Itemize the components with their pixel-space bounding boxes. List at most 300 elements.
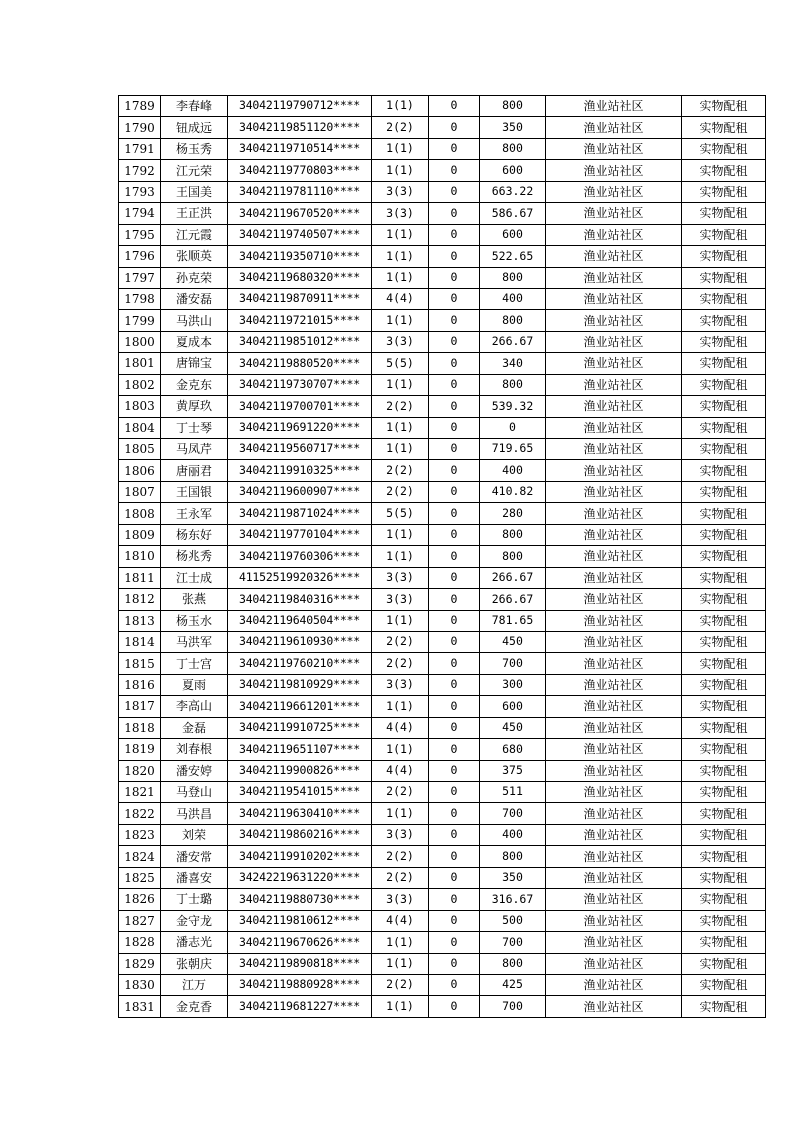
amount-cell: 700 [480, 653, 546, 674]
id-number-cell: 34042119851120**** [228, 117, 372, 138]
table-row [119, 439, 766, 460]
zero-value-cell: 0 [429, 867, 480, 888]
amount-cell: 450 [480, 717, 546, 738]
household-size-cell: 1(1) [372, 439, 429, 460]
name-cell: 江元霞 [161, 224, 228, 245]
seq-number-cell: 1826 [119, 889, 161, 910]
table-row [119, 631, 766, 652]
table-body [119, 96, 766, 1018]
id-number-cell: 34042119760210**** [228, 653, 372, 674]
community-cell: 渔业站社区 [546, 374, 682, 395]
community-cell: 渔业站社区 [546, 696, 682, 717]
household-size-cell: 5(5) [372, 353, 429, 374]
table-row [119, 567, 766, 588]
allocation-type-cell: 实物配租 [682, 396, 766, 417]
household-size-cell: 3(3) [372, 567, 429, 588]
allocation-type-cell: 实物配租 [682, 717, 766, 738]
name-cell: 黄厚玖 [161, 396, 228, 417]
name-cell: 张朝庆 [161, 953, 228, 974]
community-cell: 渔业站社区 [546, 910, 682, 931]
amount-cell: 700 [480, 803, 546, 824]
amount-cell: 600 [480, 696, 546, 717]
name-cell: 马凤芹 [161, 439, 228, 460]
name-cell: 江士成 [161, 567, 228, 588]
name-cell: 潘安婷 [161, 760, 228, 781]
amount-cell: 800 [480, 138, 546, 159]
seq-number-cell: 1828 [119, 932, 161, 953]
allocation-type-cell: 实物配租 [682, 739, 766, 760]
id-number-cell: 34042119600907**** [228, 481, 372, 502]
amount-cell: 425 [480, 974, 546, 995]
zero-value-cell: 0 [429, 396, 480, 417]
household-size-cell: 2(2) [372, 117, 429, 138]
community-cell: 渔业站社区 [546, 996, 682, 1017]
id-number-cell: 34042119880730**** [228, 889, 372, 910]
amount-cell: 400 [480, 288, 546, 309]
allocation-type-cell: 实物配租 [682, 160, 766, 181]
zero-value-cell: 0 [429, 567, 480, 588]
name-cell: 夏雨 [161, 674, 228, 695]
amount-cell: 350 [480, 117, 546, 138]
id-number-cell: 34042119910325**** [228, 460, 372, 481]
table-row [119, 331, 766, 352]
id-number-cell: 34042119640504**** [228, 610, 372, 631]
name-cell: 江元荣 [161, 160, 228, 181]
amount-cell: 680 [480, 739, 546, 760]
zero-value-cell: 0 [429, 203, 480, 224]
seq-number-cell: 1810 [119, 546, 161, 567]
household-size-cell: 1(1) [372, 374, 429, 395]
name-cell: 马洪军 [161, 631, 228, 652]
table-row [119, 117, 766, 138]
household-size-cell: 5(5) [372, 503, 429, 524]
table-row [119, 974, 766, 995]
seq-number-cell: 1812 [119, 589, 161, 610]
id-number-cell: 34042119740507**** [228, 224, 372, 245]
id-number-cell: 34042119670520**** [228, 203, 372, 224]
table-row [119, 224, 766, 245]
household-size-cell: 4(4) [372, 910, 429, 931]
seq-number-cell: 1820 [119, 760, 161, 781]
zero-value-cell: 0 [429, 889, 480, 910]
allocation-type-cell: 实物配租 [682, 503, 766, 524]
zero-value-cell: 0 [429, 353, 480, 374]
table-row [119, 953, 766, 974]
community-cell: 渔业站社区 [546, 439, 682, 460]
seq-number-cell: 1791 [119, 138, 161, 159]
amount-cell: 800 [480, 267, 546, 288]
zero-value-cell: 0 [429, 460, 480, 481]
seq-number-cell: 1798 [119, 288, 161, 309]
table-row [119, 546, 766, 567]
household-size-cell: 1(1) [372, 524, 429, 545]
amount-cell: 350 [480, 867, 546, 888]
name-cell: 刘荣 [161, 824, 228, 845]
name-cell: 马洪昌 [161, 803, 228, 824]
zero-value-cell: 0 [429, 739, 480, 760]
allocation-type-cell: 实物配租 [682, 653, 766, 674]
name-cell: 潘安磊 [161, 288, 228, 309]
table-row [119, 824, 766, 845]
household-size-cell: 1(1) [372, 417, 429, 438]
seq-number-cell: 1797 [119, 267, 161, 288]
name-cell: 金克东 [161, 374, 228, 395]
table-row [119, 846, 766, 867]
amount-cell: 266.67 [480, 567, 546, 588]
name-cell: 孙克荣 [161, 267, 228, 288]
zero-value-cell: 0 [429, 374, 480, 395]
household-size-cell: 1(1) [372, 953, 429, 974]
household-size-cell: 3(3) [372, 889, 429, 910]
allocation-type-cell: 实物配租 [682, 310, 766, 331]
name-cell: 潘喜安 [161, 867, 228, 888]
amount-cell: 400 [480, 824, 546, 845]
id-number-cell: 34042119840316**** [228, 589, 372, 610]
zero-value-cell: 0 [429, 439, 480, 460]
allocation-type-cell: 实物配租 [682, 546, 766, 567]
id-number-cell: 34042119691220**** [228, 417, 372, 438]
table-row [119, 246, 766, 267]
name-cell: 丁士宫 [161, 653, 228, 674]
table-row [119, 889, 766, 910]
name-cell: 金守龙 [161, 910, 228, 931]
household-size-cell: 1(1) [372, 224, 429, 245]
community-cell: 渔业站社区 [546, 417, 682, 438]
id-number-cell: 34042119851012**** [228, 331, 372, 352]
allocation-type-cell: 实物配租 [682, 481, 766, 502]
zero-value-cell: 0 [429, 631, 480, 652]
table-row [119, 803, 766, 824]
zero-value-cell: 0 [429, 760, 480, 781]
table-row [119, 396, 766, 417]
zero-value-cell: 0 [429, 288, 480, 309]
table-row [119, 503, 766, 524]
table-row [119, 867, 766, 888]
household-size-cell: 1(1) [372, 310, 429, 331]
allocation-type-cell: 实物配租 [682, 567, 766, 588]
name-cell: 丁士璐 [161, 889, 228, 910]
household-size-cell: 2(2) [372, 481, 429, 502]
community-cell: 渔业站社区 [546, 974, 682, 995]
id-number-cell: 34042119880520**** [228, 353, 372, 374]
seq-number-cell: 1815 [119, 653, 161, 674]
household-size-cell: 1(1) [372, 246, 429, 267]
household-size-cell: 1(1) [372, 739, 429, 760]
zero-value-cell: 0 [429, 782, 480, 803]
id-number-cell: 34042119350710**** [228, 246, 372, 267]
amount-cell: 266.67 [480, 331, 546, 352]
zero-value-cell: 0 [429, 610, 480, 631]
community-cell: 渔业站社区 [546, 932, 682, 953]
name-cell: 王国银 [161, 481, 228, 502]
seq-number-cell: 1827 [119, 910, 161, 931]
name-cell: 马登山 [161, 782, 228, 803]
id-number-cell: 34042119630410**** [228, 803, 372, 824]
id-number-cell: 41152519920326**** [228, 567, 372, 588]
id-number-cell: 34042119710514**** [228, 138, 372, 159]
amount-cell: 0 [480, 417, 546, 438]
table-row [119, 996, 766, 1017]
zero-value-cell: 0 [429, 224, 480, 245]
allocation-type-cell: 实物配租 [682, 932, 766, 953]
household-size-cell: 2(2) [372, 631, 429, 652]
community-cell: 渔业站社区 [546, 739, 682, 760]
zero-value-cell: 0 [429, 696, 480, 717]
allocation-type-cell: 实物配租 [682, 867, 766, 888]
community-cell: 渔业站社区 [546, 889, 682, 910]
id-number-cell: 34042119770104**** [228, 524, 372, 545]
allocation-type-cell: 实物配租 [682, 246, 766, 267]
household-size-cell: 3(3) [372, 331, 429, 352]
community-cell: 渔业站社区 [546, 782, 682, 803]
name-cell: 江万 [161, 974, 228, 995]
seq-number-cell: 1800 [119, 331, 161, 352]
name-cell: 唐锦宝 [161, 353, 228, 374]
id-number-cell: 34242219631220**** [228, 867, 372, 888]
table-row [119, 160, 766, 181]
community-cell: 渔业站社区 [546, 160, 682, 181]
table-row [119, 524, 766, 545]
household-size-cell: 1(1) [372, 267, 429, 288]
community-cell: 渔业站社区 [546, 824, 682, 845]
zero-value-cell: 0 [429, 910, 480, 931]
zero-value-cell: 0 [429, 417, 480, 438]
amount-cell: 500 [480, 910, 546, 931]
seq-number-cell: 1805 [119, 439, 161, 460]
seq-number-cell: 1818 [119, 717, 161, 738]
seq-number-cell: 1796 [119, 246, 161, 267]
seq-number-cell: 1821 [119, 782, 161, 803]
zero-value-cell: 0 [429, 589, 480, 610]
table-row [119, 610, 766, 631]
amount-cell: 400 [480, 460, 546, 481]
household-size-cell: 1(1) [372, 996, 429, 1017]
name-cell: 刘春根 [161, 739, 228, 760]
amount-cell: 266.67 [480, 589, 546, 610]
household-size-cell: 1(1) [372, 610, 429, 631]
household-size-cell: 1(1) [372, 932, 429, 953]
seq-number-cell: 1811 [119, 567, 161, 588]
community-cell: 渔业站社区 [546, 567, 682, 588]
community-cell: 渔业站社区 [546, 846, 682, 867]
seq-number-cell: 1799 [119, 310, 161, 331]
seq-number-cell: 1829 [119, 953, 161, 974]
zero-value-cell: 0 [429, 481, 480, 502]
community-cell: 渔业站社区 [546, 546, 682, 567]
allocation-type-cell: 实物配租 [682, 782, 766, 803]
household-size-cell: 1(1) [372, 803, 429, 824]
zero-value-cell: 0 [429, 974, 480, 995]
allocation-type-cell: 实物配租 [682, 181, 766, 202]
id-number-cell: 34042119790712**** [228, 96, 372, 117]
community-cell: 渔业站社区 [546, 331, 682, 352]
allocation-type-cell: 实物配租 [682, 417, 766, 438]
name-cell: 杨玉水 [161, 610, 228, 631]
household-size-cell: 3(3) [372, 824, 429, 845]
id-number-cell: 34042119810929**** [228, 674, 372, 695]
id-number-cell: 34042119680320**** [228, 267, 372, 288]
allocation-type-cell: 实物配租 [682, 524, 766, 545]
id-number-cell: 34042119781110**** [228, 181, 372, 202]
name-cell: 李高山 [161, 696, 228, 717]
amount-cell: 340 [480, 353, 546, 374]
table-row [119, 96, 766, 117]
amount-cell: 663.22 [480, 181, 546, 202]
seq-number-cell: 1825 [119, 867, 161, 888]
name-cell: 李春峰 [161, 96, 228, 117]
name-cell: 张顺英 [161, 246, 228, 267]
name-cell: 杨东好 [161, 524, 228, 545]
community-cell: 渔业站社区 [546, 203, 682, 224]
amount-cell: 450 [480, 631, 546, 652]
allocation-type-cell: 实物配租 [682, 953, 766, 974]
household-size-cell: 1(1) [372, 138, 429, 159]
table-row [119, 782, 766, 803]
household-size-cell: 3(3) [372, 203, 429, 224]
allocation-type-cell: 实物配租 [682, 996, 766, 1017]
id-number-cell: 34042119860216**** [228, 824, 372, 845]
amount-cell: 800 [480, 953, 546, 974]
id-number-cell: 34042119560717**** [228, 439, 372, 460]
amount-cell: 280 [480, 503, 546, 524]
name-cell: 马洪山 [161, 310, 228, 331]
community-cell: 渔业站社区 [546, 674, 682, 695]
household-size-cell: 1(1) [372, 546, 429, 567]
community-cell: 渔业站社区 [546, 589, 682, 610]
zero-value-cell: 0 [429, 674, 480, 695]
name-cell: 杨兆秀 [161, 546, 228, 567]
allocation-type-cell: 实物配租 [682, 846, 766, 867]
amount-cell: 586.67 [480, 203, 546, 224]
table-row [119, 589, 766, 610]
amount-cell: 300 [480, 674, 546, 695]
seq-number-cell: 1793 [119, 181, 161, 202]
amount-cell: 781.65 [480, 610, 546, 631]
allocation-type-cell: 实物配租 [682, 760, 766, 781]
household-size-cell: 2(2) [372, 653, 429, 674]
id-number-cell: 34042119770803**** [228, 160, 372, 181]
id-number-cell: 34042119721015**** [228, 310, 372, 331]
amount-cell: 800 [480, 846, 546, 867]
housing-allocation-table [118, 95, 766, 1018]
allocation-type-cell: 实物配租 [682, 267, 766, 288]
table-row [119, 374, 766, 395]
allocation-type-cell: 实物配租 [682, 374, 766, 395]
id-number-cell: 34042119810612**** [228, 910, 372, 931]
table-row [119, 460, 766, 481]
community-cell: 渔业站社区 [546, 288, 682, 309]
id-number-cell: 34042119880928**** [228, 974, 372, 995]
name-cell: 金磊 [161, 717, 228, 738]
allocation-type-cell: 实物配租 [682, 331, 766, 352]
id-number-cell: 34042119661201**** [228, 696, 372, 717]
seq-number-cell: 1792 [119, 160, 161, 181]
amount-cell: 539.32 [480, 396, 546, 417]
zero-value-cell: 0 [429, 96, 480, 117]
seq-number-cell: 1816 [119, 674, 161, 695]
allocation-type-cell: 实物配租 [682, 610, 766, 631]
seq-number-cell: 1819 [119, 739, 161, 760]
allocation-type-cell: 实物配租 [682, 889, 766, 910]
community-cell: 渔业站社区 [546, 653, 682, 674]
community-cell: 渔业站社区 [546, 717, 682, 738]
amount-cell: 600 [480, 224, 546, 245]
household-size-cell: 2(2) [372, 460, 429, 481]
zero-value-cell: 0 [429, 546, 480, 567]
community-cell: 渔业站社区 [546, 396, 682, 417]
name-cell: 金克香 [161, 996, 228, 1017]
allocation-type-cell: 实物配租 [682, 910, 766, 931]
community-cell: 渔业站社区 [546, 760, 682, 781]
zero-value-cell: 0 [429, 181, 480, 202]
community-cell: 渔业站社区 [546, 138, 682, 159]
seq-number-cell: 1823 [119, 824, 161, 845]
amount-cell: 800 [480, 374, 546, 395]
table-row [119, 760, 766, 781]
id-number-cell: 34042119610930**** [228, 631, 372, 652]
id-number-cell: 34042119871024**** [228, 503, 372, 524]
table-row [119, 181, 766, 202]
seq-number-cell: 1808 [119, 503, 161, 524]
allocation-type-cell: 实物配租 [682, 674, 766, 695]
seq-number-cell: 1790 [119, 117, 161, 138]
table-row [119, 267, 766, 288]
amount-cell: 375 [480, 760, 546, 781]
allocation-type-cell: 实物配租 [682, 96, 766, 117]
community-cell: 渔业站社区 [546, 524, 682, 545]
zero-value-cell: 0 [429, 310, 480, 331]
seq-number-cell: 1822 [119, 803, 161, 824]
zero-value-cell: 0 [429, 824, 480, 845]
seq-number-cell: 1789 [119, 96, 161, 117]
community-cell: 渔业站社区 [546, 610, 682, 631]
table-row [119, 138, 766, 159]
zero-value-cell: 0 [429, 503, 480, 524]
table-row [119, 739, 766, 760]
seq-number-cell: 1803 [119, 396, 161, 417]
community-cell: 渔业站社区 [546, 117, 682, 138]
community-cell: 渔业站社区 [546, 246, 682, 267]
amount-cell: 800 [480, 310, 546, 331]
amount-cell: 700 [480, 932, 546, 953]
allocation-type-cell: 实物配租 [682, 224, 766, 245]
zero-value-cell: 0 [429, 246, 480, 267]
zero-value-cell: 0 [429, 138, 480, 159]
table-row [119, 696, 766, 717]
household-size-cell: 2(2) [372, 846, 429, 867]
name-cell: 王正洪 [161, 203, 228, 224]
household-size-cell: 4(4) [372, 760, 429, 781]
allocation-type-cell: 实物配租 [682, 696, 766, 717]
zero-value-cell: 0 [429, 524, 480, 545]
seq-number-cell: 1817 [119, 696, 161, 717]
table-row [119, 932, 766, 953]
allocation-type-cell: 实物配租 [682, 288, 766, 309]
amount-cell: 800 [480, 96, 546, 117]
household-size-cell: 3(3) [372, 589, 429, 610]
amount-cell: 700 [480, 996, 546, 1017]
community-cell: 渔业站社区 [546, 631, 682, 652]
table-row [119, 310, 766, 331]
amount-cell: 511 [480, 782, 546, 803]
id-number-cell: 34042119730707**** [228, 374, 372, 395]
household-size-cell: 3(3) [372, 674, 429, 695]
community-cell: 渔业站社区 [546, 481, 682, 502]
zero-value-cell: 0 [429, 117, 480, 138]
table-row [119, 674, 766, 695]
name-cell: 丁士琴 [161, 417, 228, 438]
allocation-type-cell: 实物配租 [682, 631, 766, 652]
